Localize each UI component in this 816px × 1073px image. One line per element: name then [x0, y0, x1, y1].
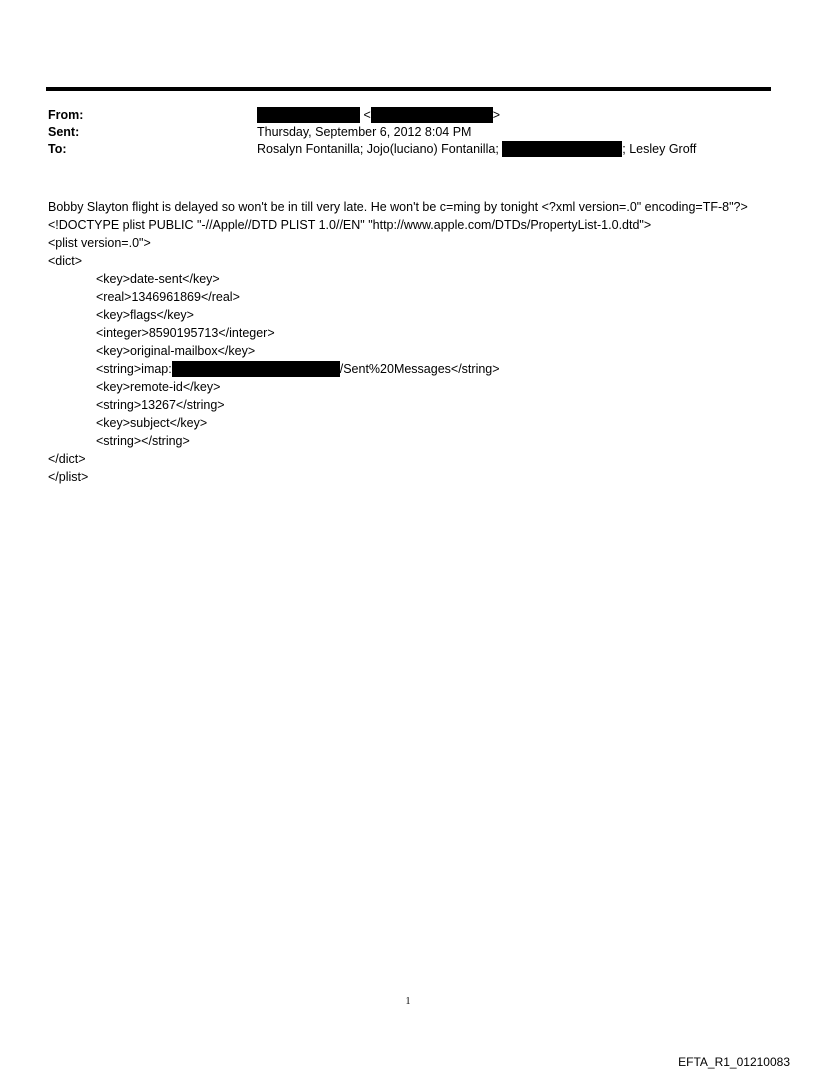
redacted-imap-address: [172, 361, 340, 377]
email-body: [48, 198, 768, 486]
from-open-bracket: <: [363, 108, 371, 122]
integer-value-line: <integer>8590195713</integer>: [96, 326, 275, 340]
real-value-line: <real>1346961869</real>: [96, 290, 240, 304]
to-recipients-part2: ; Lesley Groff: [622, 142, 697, 156]
body-paragraph: Bobby Slayton flight is delayed so won't be in till very late. He won't be c=ming by tonight <?xml version=.0" encoding=TF-8"?> <!DOCTYPE plist PUBLIC "-//Apple//DTD PLIST 1.0//EN" "http://www.apple.com/DTDs/PropertyList-1.0.dtd">: [48, 200, 748, 232]
redacted-sender-name: [257, 107, 360, 123]
from-close-bracket: >: [492, 108, 501, 122]
key-original-mailbox-line: <key>original-mailbox</key>: [96, 344, 256, 358]
to-value: [257, 141, 696, 158]
string-subject-line: <string></string>: [96, 434, 190, 448]
header-divider: [46, 87, 771, 91]
redacted-recipient: [502, 141, 622, 157]
dict-open-line: <dict>: [48, 254, 83, 268]
string-remote-id-line: <string>13267</string>: [96, 398, 225, 412]
plist-close-line: </plist>: [48, 470, 89, 484]
sent-value: Thursday, September 6, 2012 8:04 PM: [257, 125, 472, 139]
dict-close-line: </dict>: [48, 452, 86, 466]
from-label: From:: [48, 108, 84, 122]
sent-label: Sent:: [48, 125, 80, 139]
string-imap-prefix: <string>imap:: [96, 362, 172, 376]
string-imap-suffix: /Sent%20Messages</string>: [339, 362, 500, 376]
sent-row: [48, 124, 768, 141]
to-row: [48, 141, 768, 158]
key-date-sent-line: <key>date-sent</key>: [96, 272, 220, 286]
to-recipients-part1: Rosalyn Fontanilla; Jojo(luciano) Fontanilla;: [257, 142, 499, 156]
redacted-sender-email: [371, 107, 493, 123]
plist-open-line: <plist version=.0">: [48, 236, 151, 250]
key-subject-line: <key>subject</key>: [96, 416, 208, 430]
string-imap-line: [48, 360, 768, 378]
from-value: [257, 107, 500, 124]
to-label: To:: [48, 142, 67, 156]
from-row: [48, 107, 768, 124]
key-remote-id-line: <key>remote-id</key>: [96, 380, 221, 394]
document-id: EFTA_R1_01210083: [678, 1055, 790, 1069]
page-number: 1: [405, 996, 411, 1007]
key-flags-line: <key>flags</key>: [96, 308, 194, 322]
email-header: [48, 107, 768, 158]
